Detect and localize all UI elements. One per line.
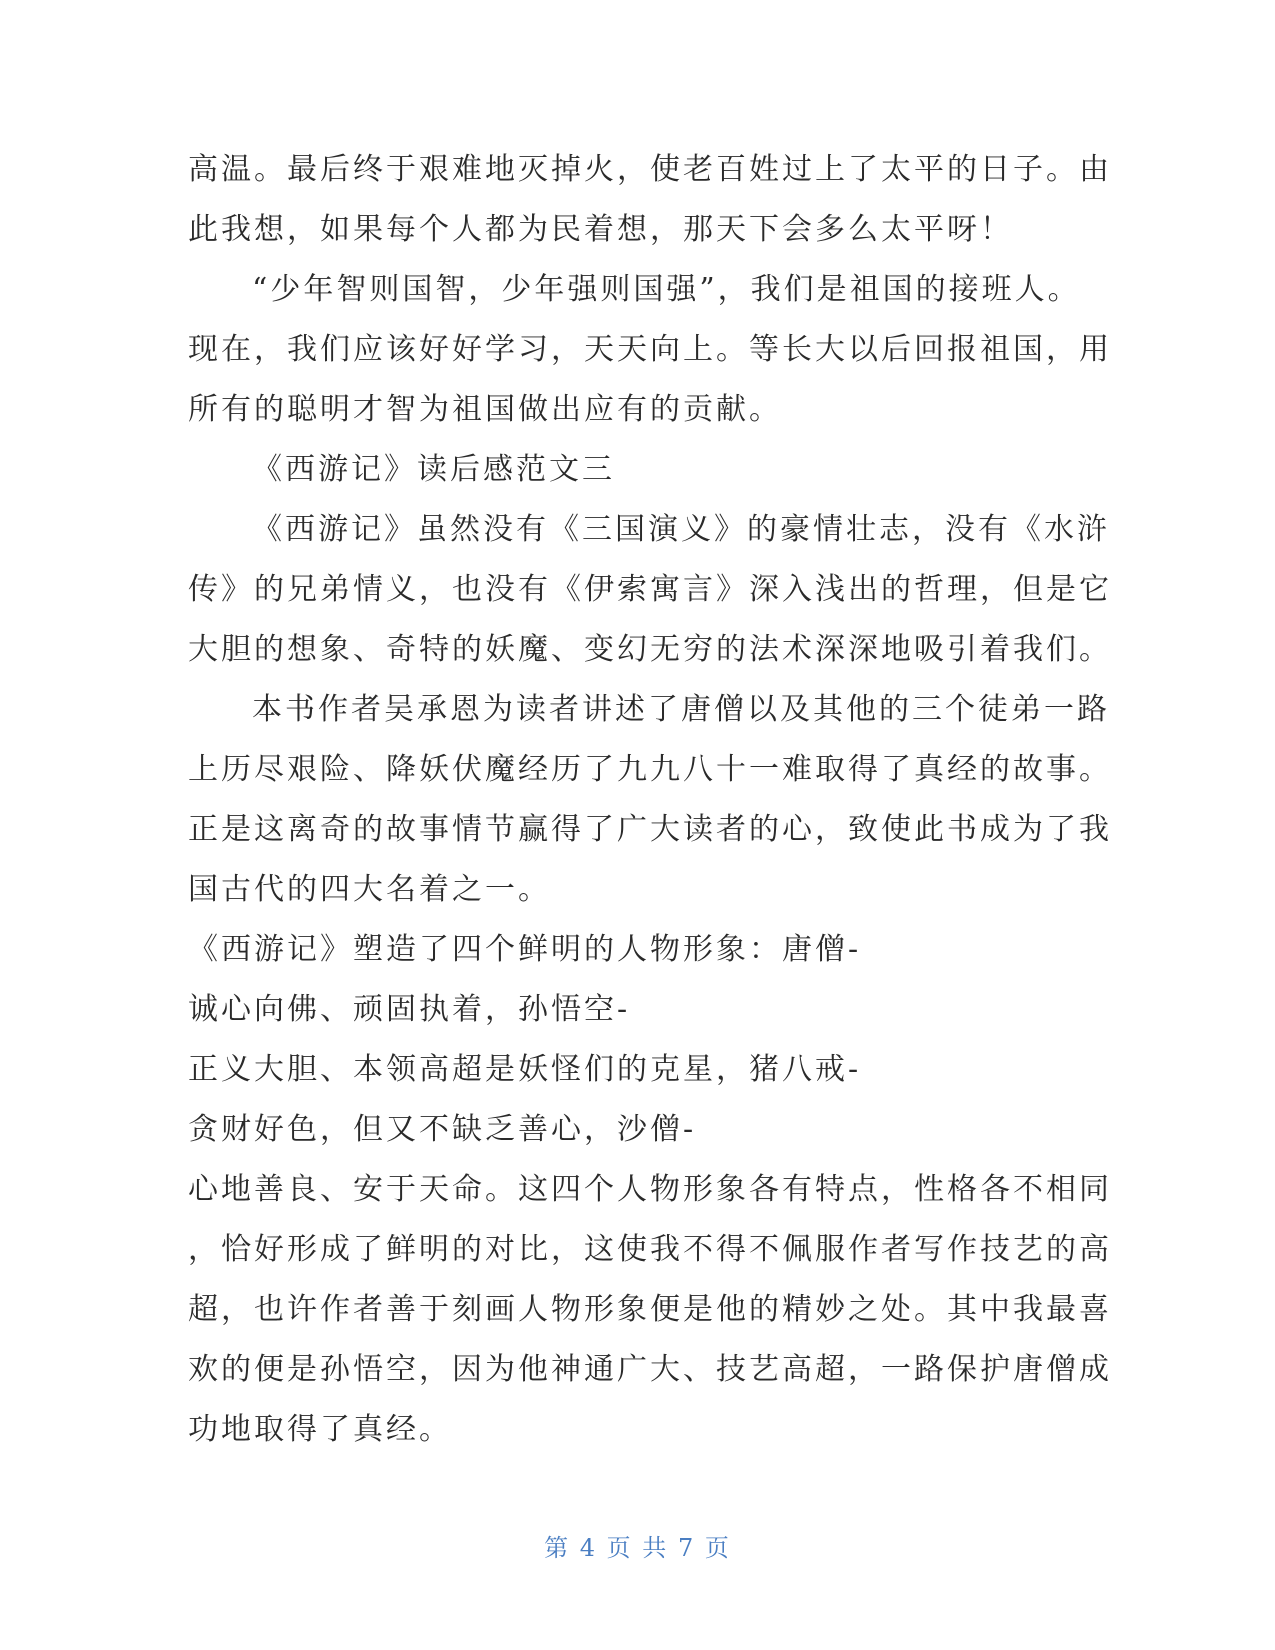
text-line: 所有的聪明才智为祖国做出应有的贡献。	[188, 392, 782, 427]
text-line: 贪财好色，但又不缺乏善心，沙僧-	[188, 1112, 697, 1147]
text-line: 大胆的想象、奇特的妖魔、变幻无穷的法术深深地吸引着我们。	[188, 632, 1112, 667]
paragraph-start-line: 本书作者吴承恩为读者讲述了唐僧以及其他的三个徒弟一路	[252, 692, 1110, 727]
text-line: 诚心向佛、顽固执着，孙悟空-	[188, 992, 631, 1027]
text-line: 高温。最后终于艰难地灭掉火，使老百姓过上了太平的日子。由	[188, 152, 1112, 187]
text-line: 此我想，如果每个人都为民着想，那天下会多么太平呀！	[188, 212, 1013, 247]
text-line: 现在，我们应该好好学习，天天向上。等长大以后回报祖国，用	[188, 332, 1112, 367]
text-line: 超，也许作者善于刻画人物形象便是他的精妙之处。其中我最喜	[188, 1292, 1112, 1327]
text-line: 上历尽艰险、降妖伏魔经历了九九八十一难取得了真经的故事。	[188, 752, 1112, 787]
text-line: 功地取得了真经。	[188, 1412, 452, 1447]
page-indicator: 第 4 页 共 7 页	[544, 1534, 731, 1562]
paragraph-start-line: “少年智则国智，少年强则国强”，我们是祖国的接班人。	[252, 272, 1081, 307]
text-line: 正是这离奇的故事情节赢得了广大读者的心，致使此书成为了我	[188, 812, 1112, 847]
text-line: ，恰好形成了鲜明的对比，这使我不得不佩服作者写作技艺的高	[188, 1232, 1112, 1267]
text-line: 心地善良、安于天命。这四个人物形象各有特点，性格各不相同	[188, 1172, 1112, 1207]
text-line: 国古代的四大名着之一。	[188, 872, 551, 907]
paragraph-start-line: 《西游记》虽然没有《三国演义》的豪情壮志，没有《水浒	[252, 512, 1110, 547]
text-line: 《西游记》塑造了四个鲜明的人物形象：唐僧-	[188, 932, 862, 967]
text-line: 传》的兄弟情义，也没有《伊索寓言》深入浅出的哲理，但是它	[188, 572, 1112, 607]
body-text	[188, 140, 1112, 1460]
text-line: 欢的便是孙悟空，因为他神通广大、技艺高超，一路保护唐僧成	[188, 1352, 1112, 1387]
text-line: 正义大胆、本领高超是妖怪们的克星，猪八戒-	[188, 1052, 862, 1087]
section-heading: 《西游记》读后感范文三	[252, 452, 615, 487]
